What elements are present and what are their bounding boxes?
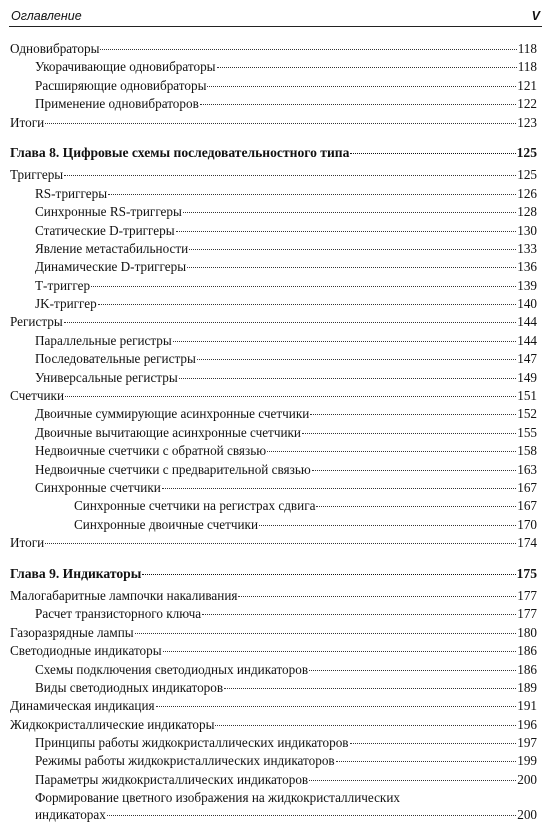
toc-entry[interactable] bbox=[10, 587, 537, 605]
toc-page-number: 128 bbox=[517, 204, 537, 220]
dot-leader bbox=[107, 815, 516, 816]
dot-leader bbox=[176, 231, 517, 232]
toc-chapter-entry[interactable] bbox=[10, 144, 537, 162]
dot-leader bbox=[350, 743, 517, 744]
toc-entry-text: Явление метастабильности bbox=[35, 240, 189, 256]
toc-entry-text: Принципы работы жидкокристаллических индикаторов bbox=[35, 735, 349, 751]
toc-page-number: 147 bbox=[517, 351, 537, 367]
toc-entry-text: Итоги bbox=[10, 535, 45, 551]
toc-entry[interactable] bbox=[10, 77, 537, 95]
toc-entry-text: Недвоичные счетчики с предварительной связью bbox=[35, 461, 311, 477]
section-gap bbox=[10, 553, 537, 565]
dot-leader bbox=[135, 633, 517, 634]
toc-entry[interactable] bbox=[10, 605, 537, 623]
toc-entry[interactable] bbox=[10, 716, 537, 734]
toc-page-number: 167 bbox=[517, 498, 537, 514]
toc-page-number: 174 bbox=[517, 535, 537, 551]
dot-leader bbox=[163, 651, 517, 652]
toc-page-number: 155 bbox=[517, 424, 537, 440]
toc-entry-text: RS-триггеры bbox=[35, 185, 108, 201]
toc-entry[interactable] bbox=[10, 40, 537, 58]
toc-chapter-entry[interactable] bbox=[10, 565, 537, 583]
toc-entry-text: Последовательные регистры bbox=[35, 351, 196, 367]
dot-leader bbox=[162, 488, 516, 489]
toc-entry-text: Расчет транзисторного ключа bbox=[35, 606, 202, 622]
toc-page-number: 191 bbox=[517, 698, 537, 714]
toc-entry-text-line1: Формирование цветного изображения на жидкокристаллических bbox=[35, 790, 400, 806]
toc-entry[interactable] bbox=[10, 240, 537, 258]
toc-entry-text: Недвоичные счетчики с обратной связью bbox=[35, 443, 267, 459]
dot-leader bbox=[64, 175, 516, 176]
dot-leader bbox=[197, 359, 516, 360]
dot-leader bbox=[64, 322, 517, 323]
toc-entry-text: Глава 9. Индикаторы bbox=[10, 565, 142, 581]
toc-page-number: 122 bbox=[517, 96, 537, 112]
toc-entry[interactable] bbox=[10, 222, 537, 240]
toc-entry[interactable] bbox=[10, 405, 537, 423]
toc-entry-multiline[interactable] bbox=[10, 789, 537, 824]
dot-leader bbox=[65, 396, 516, 397]
table-of-contents bbox=[10, 40, 537, 825]
dot-leader bbox=[309, 670, 516, 671]
toc-page-number: 189 bbox=[517, 679, 537, 695]
toc-page-number: 175 bbox=[516, 565, 537, 581]
toc-entry[interactable] bbox=[10, 313, 537, 331]
dot-leader bbox=[142, 574, 515, 575]
toc-page-number: 144 bbox=[517, 314, 537, 330]
dot-leader bbox=[309, 780, 516, 781]
toc-page-number: 140 bbox=[517, 296, 537, 312]
dot-leader bbox=[187, 267, 516, 268]
toc-entry[interactable] bbox=[10, 697, 537, 715]
toc-entry-text: Двоичные суммирующие асинхронные счетчики bbox=[35, 406, 310, 422]
toc-entry-text-line2: индикаторах bbox=[35, 807, 106, 823]
toc-entry-text: Расширяющие одновибраторы bbox=[35, 77, 207, 93]
dot-leader bbox=[200, 104, 516, 105]
dot-leader bbox=[310, 414, 516, 415]
toc-page-number: 126 bbox=[517, 185, 537, 201]
dot-leader bbox=[350, 153, 515, 154]
toc-entry[interactable] bbox=[10, 114, 537, 132]
toc-page-number: 151 bbox=[517, 388, 537, 404]
toc-page-number: 186 bbox=[517, 661, 537, 677]
toc-entry[interactable] bbox=[10, 258, 537, 276]
toc-entry[interactable] bbox=[10, 350, 537, 368]
toc-entry-text: Одновибраторы bbox=[10, 41, 100, 56]
dot-leader bbox=[100, 49, 516, 50]
toc-entry-text: Статические D-триггеры bbox=[35, 222, 175, 238]
toc-page-number: 144 bbox=[517, 332, 537, 348]
toc-entry-text: Параметры жидкокристаллических индикаторов bbox=[35, 771, 309, 787]
dot-leader bbox=[316, 506, 516, 507]
dot-leader bbox=[207, 86, 516, 87]
toc-page-number: 121 bbox=[517, 77, 537, 93]
section-gap bbox=[10, 132, 537, 144]
toc-page-number: 200 bbox=[517, 771, 537, 787]
toc-page-number: 130 bbox=[517, 222, 537, 238]
toc-page-number: 149 bbox=[517, 369, 537, 385]
toc-page-number: 163 bbox=[517, 461, 537, 477]
toc-entry[interactable] bbox=[10, 185, 537, 203]
toc-entry-text: Универсальные регистры bbox=[35, 369, 178, 385]
toc-page-number: 139 bbox=[517, 277, 537, 293]
toc-entry-text: Т-триггер bbox=[35, 277, 91, 293]
toc-entry-text: Режимы работы жидкокристаллических индикаторов bbox=[35, 753, 335, 769]
dot-leader bbox=[45, 543, 516, 544]
toc-entry-text: Синхронные счетчики на регистрах сдвига bbox=[74, 498, 316, 514]
toc-page-number: 136 bbox=[517, 259, 537, 275]
toc-entry-text: Жидкокристаллические индикаторы bbox=[10, 716, 215, 732]
toc-entry-text: Синхронные RS-триггеры bbox=[35, 204, 182, 220]
running-header bbox=[9, 6, 542, 27]
toc-page-number: 152 bbox=[517, 406, 537, 422]
toc-entry-text: Динамические D-триггеры bbox=[35, 259, 187, 275]
toc-entry[interactable] bbox=[10, 203, 537, 221]
toc-entry[interactable] bbox=[10, 277, 537, 295]
toc-page-number: 118 bbox=[517, 41, 537, 56]
toc-page-number: 180 bbox=[517, 624, 537, 640]
toc-entry-last-line bbox=[35, 806, 537, 824]
toc-entry-text: Применение одновибраторов bbox=[35, 96, 199, 112]
toc-entry[interactable] bbox=[10, 661, 537, 679]
dot-leader bbox=[98, 304, 517, 305]
toc-page-number: 123 bbox=[517, 114, 537, 130]
header-title: Оглавление bbox=[11, 9, 82, 23]
toc-entry-text: Счетчики bbox=[10, 388, 65, 404]
dot-leader bbox=[215, 725, 516, 726]
toc-entry-text: Укорачивающие одновибраторы bbox=[35, 59, 216, 75]
dot-leader bbox=[179, 378, 517, 379]
toc-entry-text: JK-триггер bbox=[35, 296, 97, 312]
toc-page-number: 199 bbox=[517, 753, 537, 769]
toc-entry[interactable] bbox=[10, 534, 537, 552]
toc-page-number: 177 bbox=[517, 587, 537, 603]
dot-leader bbox=[224, 688, 516, 689]
toc-page-number: 197 bbox=[517, 735, 537, 751]
dot-leader bbox=[108, 194, 516, 195]
toc-page-number: 167 bbox=[517, 479, 537, 495]
toc-entry[interactable] bbox=[10, 752, 537, 770]
toc-entry[interactable] bbox=[10, 734, 537, 752]
toc-entry[interactable] bbox=[10, 642, 537, 660]
toc-entry-text: Синхронные счетчики bbox=[35, 479, 161, 495]
dot-leader bbox=[156, 706, 517, 707]
dot-leader bbox=[267, 451, 516, 452]
toc-entry-text: Глава 8. Цифровые схемы последовательностного типа bbox=[10, 144, 350, 160]
toc-page-number: 186 bbox=[517, 643, 537, 659]
dot-leader bbox=[189, 249, 516, 250]
toc-entry[interactable] bbox=[10, 624, 537, 642]
toc-entry[interactable] bbox=[10, 424, 537, 442]
dot-leader bbox=[91, 286, 516, 287]
dot-leader bbox=[173, 341, 516, 342]
toc-entry[interactable] bbox=[10, 679, 537, 697]
toc-page-number: 133 bbox=[517, 240, 537, 256]
toc-entry-text: Схемы подключения светодиодных индикаторов bbox=[35, 661, 309, 677]
toc-entry[interactable] bbox=[10, 442, 537, 460]
toc-page-number: 170 bbox=[517, 516, 537, 532]
toc-page-number: 125 bbox=[517, 167, 537, 183]
dot-leader bbox=[217, 67, 517, 68]
toc-entry-text: Параллельные регистры bbox=[35, 332, 172, 348]
toc-entry-text: Виды светодиодных индикаторов bbox=[35, 679, 224, 695]
toc-page-number: 118 bbox=[517, 59, 537, 75]
toc-entry[interactable] bbox=[10, 332, 537, 350]
dot-leader bbox=[183, 212, 516, 213]
toc-entry-text: Триггеры bbox=[10, 167, 64, 183]
toc-entry[interactable] bbox=[10, 387, 537, 405]
toc-entry-text: Двоичные вычитающие асинхронные счетчики bbox=[35, 424, 301, 440]
toc-entry[interactable] bbox=[10, 497, 537, 515]
toc-entry[interactable] bbox=[10, 58, 537, 76]
toc-page-number: 125 bbox=[516, 144, 537, 160]
toc-entry[interactable] bbox=[10, 95, 537, 113]
dot-leader bbox=[336, 761, 517, 762]
dot-leader bbox=[259, 525, 516, 526]
toc-entry[interactable] bbox=[10, 461, 537, 479]
toc-page-number: 158 bbox=[517, 443, 537, 459]
toc-entry[interactable] bbox=[10, 166, 537, 184]
toc-page-number: 200 bbox=[517, 807, 537, 823]
dot-leader bbox=[312, 470, 517, 471]
toc-entry[interactable] bbox=[10, 369, 537, 387]
dot-leader bbox=[45, 123, 516, 124]
header-page-number: V bbox=[531, 9, 540, 23]
toc-entry-text: Динамическая индикация bbox=[10, 698, 155, 714]
toc-entry-text: Газоразрядные лампы bbox=[10, 624, 134, 640]
toc-entry[interactable] bbox=[10, 516, 537, 534]
toc-entry[interactable] bbox=[10, 295, 537, 313]
dot-leader bbox=[238, 596, 516, 597]
dot-leader bbox=[302, 433, 516, 434]
toc-page-number: 196 bbox=[517, 716, 537, 732]
dot-leader bbox=[202, 614, 516, 615]
toc-entry-text: Итоги bbox=[10, 114, 45, 130]
toc-entry-text: Синхронные двоичные счетчики bbox=[74, 516, 259, 532]
toc-entry[interactable] bbox=[10, 479, 537, 497]
toc-entry[interactable] bbox=[10, 771, 537, 789]
toc-entry-text: Малогабаритные лампочки накаливания bbox=[10, 587, 238, 603]
toc-entry-text: Светодиодные индикаторы bbox=[10, 643, 162, 659]
toc-page-number: 177 bbox=[517, 606, 537, 622]
toc-entry-text: Регистры bbox=[10, 314, 63, 330]
